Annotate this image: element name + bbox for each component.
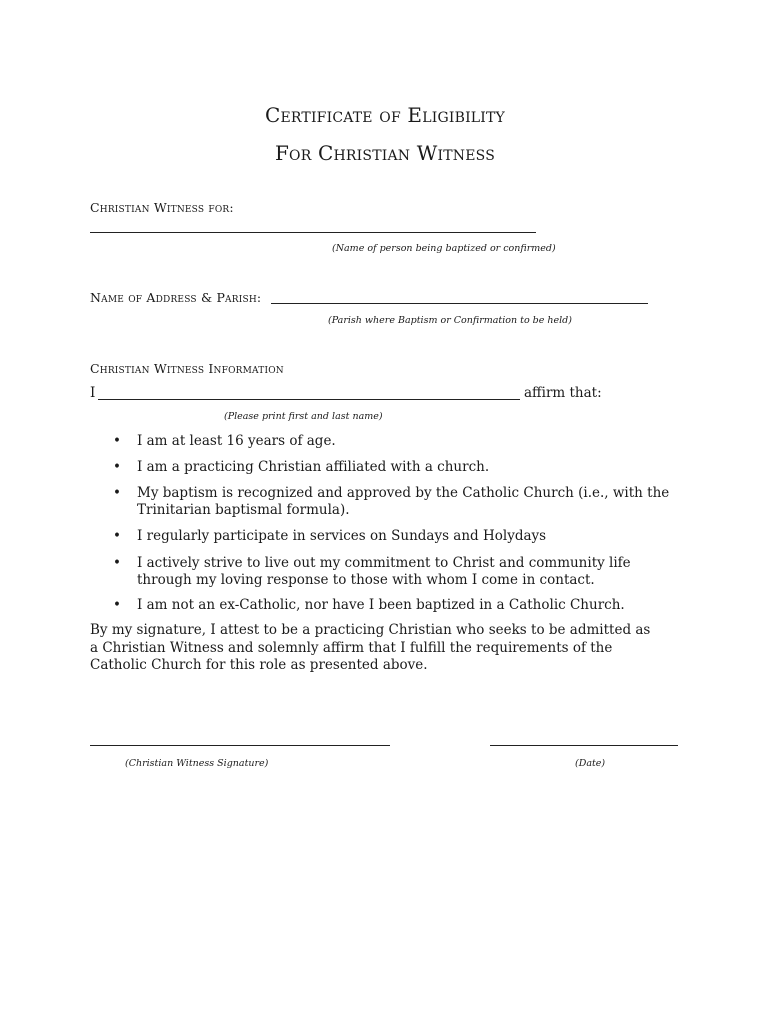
list-item (113, 597, 673, 614)
list-item (113, 555, 673, 589)
parish-label: Name of Address & Parish: (90, 290, 262, 305)
name-caption: (Please print first and last name) (224, 411, 383, 422)
info-prefix: I (90, 385, 96, 401)
bullet-text: I regularly participate in services on Sundays and Holydays (137, 528, 547, 544)
list-item (113, 528, 673, 545)
bullet-text: My baptism is recognized and approved by the Catholic Church (i.e., with the Trinitarian baptismal formula). (137, 485, 670, 518)
bullet-icon: • (113, 485, 121, 501)
date-caption: (Date) (575, 758, 606, 769)
attestation-paragraph: By my signature, I attest to be a practicing Christian who seeks to be admitted as a Christian Witness and solemnly affirm that I fulfill the requirements of the Catholic Church for this role as presented above. (90, 622, 651, 673)
bullet-icon: • (113, 597, 121, 613)
witness-for-label: Christian Witness for: (90, 200, 234, 215)
date-line[interactable] (490, 745, 678, 746)
bullet-icon: • (113, 528, 121, 544)
bullet-text: I actively strive to live out my commitment to Christ and community life through my loving response to those with whom I come in contact. (137, 555, 631, 588)
signature-line[interactable] (90, 745, 390, 746)
list-item (113, 433, 673, 450)
bullet-text: I am a practicing Christian affiliated with a church. (137, 459, 490, 475)
bullet-icon: • (113, 555, 121, 571)
bullet-text: I am at least 16 years of age. (137, 433, 336, 449)
title-line-1: Certificate of Eligibility (264, 103, 506, 127)
parish-caption: (Parish where Baptism or Confirmation to be held) (328, 315, 572, 326)
list-item (113, 485, 673, 519)
bullet-icon: • (113, 459, 121, 475)
info-heading: Christian Witness Information (90, 361, 284, 376)
bullet-text: I am not an ex-Catholic, nor have I been baptized in a Catholic Church. (137, 597, 625, 613)
bullet-icon: • (113, 433, 121, 449)
list-item (113, 459, 673, 476)
witness-for-line[interactable] (90, 232, 536, 233)
title-line-2: For Christian Witness (274, 141, 496, 165)
parish-line[interactable] (271, 303, 648, 304)
info-suffix: affirm that: (524, 385, 602, 401)
witness-for-caption: (Name of person being baptized or confirmed) (332, 243, 556, 254)
name-line[interactable] (98, 399, 520, 400)
signature-caption: (Christian Witness Signature) (125, 758, 269, 769)
